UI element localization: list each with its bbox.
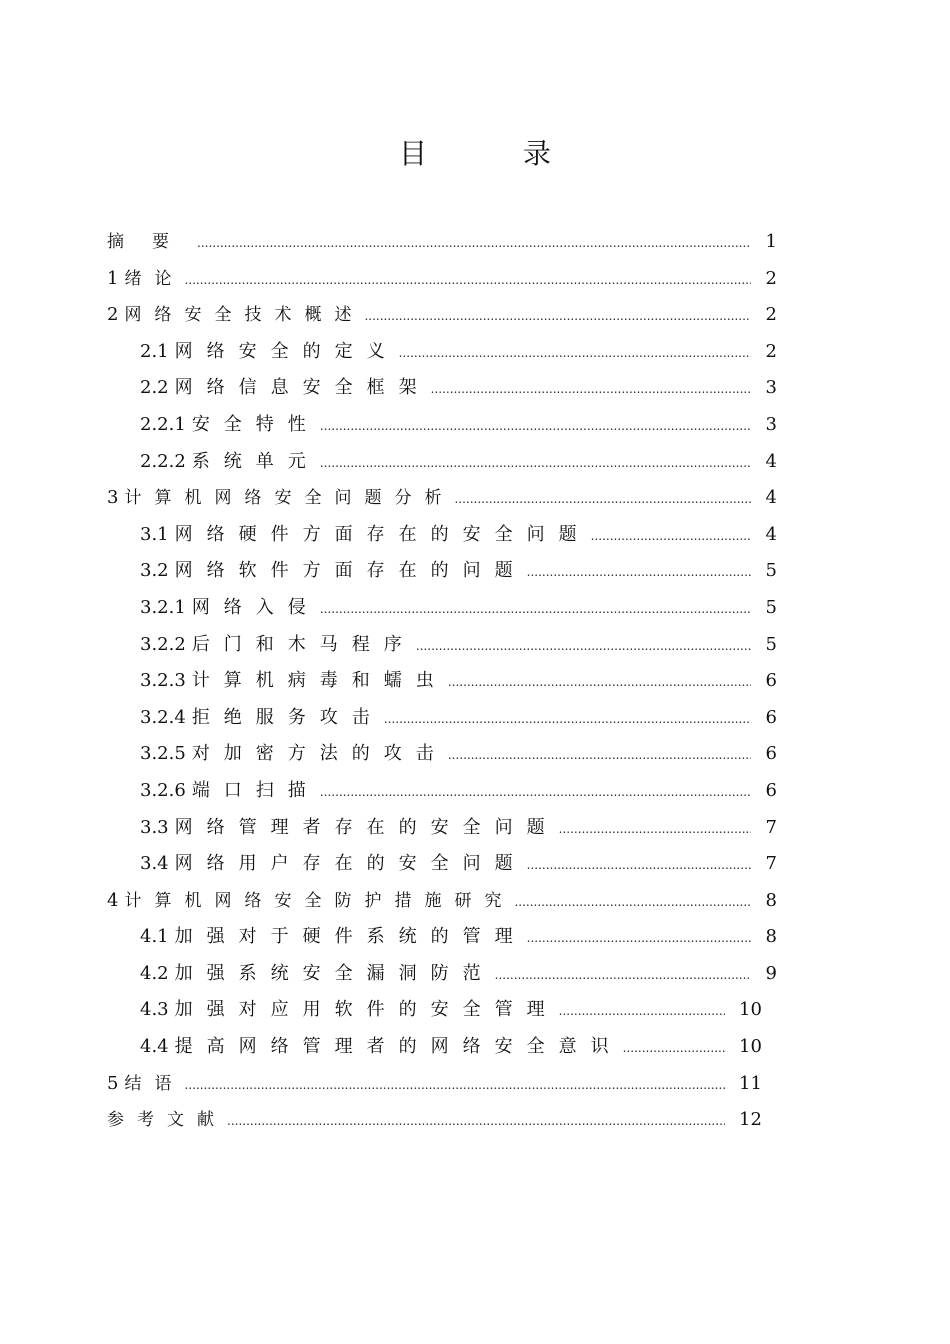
toc-entry bbox=[107, 736, 777, 773]
toc-entry-title: 系统单元 bbox=[191, 450, 320, 472]
toc-leader-dots bbox=[591, 518, 751, 555]
toc-entry-number: 4.4 bbox=[140, 1036, 169, 1058]
toc-entry-title: 加强对应用软件的安全管理 bbox=[174, 999, 559, 1021]
toc-entry bbox=[107, 261, 777, 298]
toc-entry-number: 5 bbox=[107, 1072, 119, 1094]
toc-entry-page: 3 bbox=[765, 413, 777, 435]
toc-entry-number: 3.1 bbox=[140, 523, 169, 545]
toc-entry bbox=[107, 956, 777, 993]
toc-entry bbox=[107, 517, 777, 554]
toc-entry-number: 3.2.5 bbox=[140, 743, 186, 765]
toc-leader-dots bbox=[431, 371, 751, 408]
toc-leader-dots bbox=[184, 1067, 725, 1104]
toc-entry-title: 加强系统安全漏洞防范 bbox=[174, 962, 495, 984]
toc-entry-number: 4.2 bbox=[140, 962, 169, 984]
toc-entry-number: 4.1 bbox=[140, 926, 169, 948]
toc-entry-page: 6 bbox=[765, 779, 777, 801]
toc-leader-dots bbox=[227, 1103, 725, 1140]
toc-leader-dots bbox=[527, 847, 751, 884]
toc-leader-dots bbox=[320, 408, 751, 445]
toc-entry-title: 对加密方法的攻击 bbox=[191, 743, 448, 765]
toc-entry bbox=[107, 627, 777, 664]
toc-entry-page: 5 bbox=[765, 560, 777, 582]
toc-entry-page: 11 bbox=[739, 1072, 762, 1094]
toc-entry-title: 网络信息安全框架 bbox=[174, 377, 431, 399]
toc-leader-dots bbox=[527, 920, 751, 957]
toc-entry-title: 后门和木马程序 bbox=[191, 633, 416, 655]
toc-entry-page: 7 bbox=[765, 816, 777, 838]
toc-entry bbox=[107, 224, 777, 261]
toc-leader-dots bbox=[399, 335, 751, 372]
toc-entry-number: 2.2 bbox=[140, 377, 169, 399]
toc-entry-number: 2.1 bbox=[140, 340, 169, 362]
toc-entry bbox=[107, 773, 777, 810]
toc-entry-title: 网络安全的定义 bbox=[174, 340, 399, 362]
toc-entry bbox=[107, 846, 777, 883]
toc-entry bbox=[107, 444, 777, 481]
toc-leader-dots bbox=[364, 298, 751, 335]
toc-leader-dots bbox=[320, 445, 751, 482]
toc-entry-page: 4 bbox=[765, 523, 777, 545]
toc-entry-title: 网络入侵 bbox=[191, 596, 320, 618]
toc-entry-number: 3 bbox=[107, 487, 119, 509]
toc-entry-number: 2.2.1 bbox=[140, 413, 186, 435]
toc-entry-title: 参考文献 bbox=[107, 1110, 227, 1131]
toc-entry-page: 6 bbox=[765, 706, 777, 728]
toc-entry bbox=[107, 590, 777, 627]
toc-entry-title: 网络管理者存在的安全问题 bbox=[174, 816, 559, 838]
toc-entry-title: 提高网络管理者的网络安全意识 bbox=[174, 1036, 623, 1058]
toc-entry-page: 6 bbox=[765, 670, 777, 692]
toc-leader-dots bbox=[495, 957, 751, 994]
toc-entry-title: 端口扫描 bbox=[191, 779, 320, 801]
toc-entry-page: 2 bbox=[765, 267, 777, 289]
toc-leader-dots bbox=[416, 628, 751, 665]
toc-leader-dots bbox=[623, 1030, 725, 1067]
toc-entry-title: 网络软件方面存在的问题 bbox=[174, 560, 527, 582]
toc-entry-page: 2 bbox=[765, 304, 777, 326]
toc-entry bbox=[107, 663, 777, 700]
toc-entry-number: 3.2 bbox=[140, 560, 169, 582]
toc-entry-title: 绪论 bbox=[124, 268, 185, 289]
toc-entry-title: 安全特性 bbox=[191, 413, 320, 435]
toc-entry-title: 拒绝服务攻击 bbox=[191, 706, 384, 728]
toc-entry-title: 加强对于硬件系统的管理 bbox=[174, 926, 527, 948]
toc-leader-dots bbox=[320, 774, 751, 811]
toc-entry-page: 5 bbox=[765, 633, 777, 655]
toc-leader-dots bbox=[197, 225, 751, 262]
toc-entry bbox=[107, 1029, 777, 1066]
toc-entry-title: 结语 bbox=[124, 1073, 185, 1094]
toc-leader-dots bbox=[448, 664, 751, 701]
toc-entry-number: 4.3 bbox=[140, 999, 169, 1021]
toc-entry-title: 计算机病毒和蠕虫 bbox=[191, 670, 448, 692]
toc-entry-page: 3 bbox=[765, 377, 777, 399]
toc-entry-number: 3.3 bbox=[140, 816, 169, 838]
table-of-contents bbox=[107, 224, 777, 1139]
toc-entry-title: 摘要 bbox=[107, 232, 197, 252]
toc-entry bbox=[107, 407, 777, 444]
toc-entry-number: 2.2.2 bbox=[140, 450, 186, 472]
toc-leader-dots bbox=[384, 701, 751, 738]
toc-entry-page: 9 bbox=[765, 962, 777, 984]
toc-entry-title: 计算机网络安全防护措施研究 bbox=[124, 890, 515, 911]
toc-entry bbox=[107, 700, 777, 737]
toc-entry-page: 10 bbox=[739, 1036, 762, 1058]
toc-entry-number: 3.2.3 bbox=[140, 670, 186, 692]
toc-entry-page: 2 bbox=[765, 340, 777, 362]
toc-leader-dots bbox=[527, 554, 751, 591]
toc-leader-dots bbox=[559, 993, 725, 1030]
toc-leader-dots bbox=[514, 884, 751, 921]
toc-entry-number: 2 bbox=[107, 304, 119, 326]
toc-entry-page: 10 bbox=[739, 999, 762, 1021]
toc-entry-number: 3.2.6 bbox=[140, 779, 186, 801]
toc-entry-number: 4 bbox=[107, 889, 119, 911]
toc-entry bbox=[107, 992, 777, 1029]
page-title: 目 录 bbox=[398, 137, 585, 170]
toc-entry-title: 计算机网络安全问题分析 bbox=[124, 488, 455, 509]
toc-entry-number: 3.4 bbox=[140, 853, 169, 875]
toc-entry-page: 1 bbox=[765, 231, 777, 252]
toc-entry-number: 1 bbox=[107, 267, 119, 289]
toc-entry-page: 12 bbox=[739, 1109, 762, 1131]
toc-entry bbox=[107, 883, 777, 920]
toc-entry bbox=[107, 553, 777, 590]
toc-entry-page: 7 bbox=[765, 853, 777, 875]
toc-entry bbox=[107, 810, 777, 847]
toc-entry-page: 8 bbox=[765, 926, 777, 948]
toc-leader-dots bbox=[559, 811, 751, 848]
toc-entry-title: 网络安全技术概述 bbox=[124, 305, 365, 326]
toc-entry-page: 4 bbox=[765, 450, 777, 472]
toc-entry bbox=[107, 1066, 777, 1103]
toc-entry bbox=[107, 480, 777, 517]
toc-entry-page: 6 bbox=[765, 743, 777, 765]
toc-leader-dots bbox=[320, 591, 751, 628]
toc-entry-number: 3.2.2 bbox=[140, 633, 186, 655]
toc-leader-dots bbox=[448, 737, 751, 774]
toc-entry bbox=[107, 370, 777, 407]
toc-entry-number: 3.2.1 bbox=[140, 596, 186, 618]
toc-leader-dots bbox=[184, 262, 751, 299]
toc-leader-dots bbox=[454, 481, 751, 518]
toc-entry-title: 网络硬件方面存在的安全问题 bbox=[174, 523, 591, 545]
toc-entry bbox=[107, 297, 777, 334]
toc-entry-page: 8 bbox=[765, 889, 777, 911]
toc-entry bbox=[107, 1102, 777, 1139]
toc-entry-number: 3.2.4 bbox=[140, 706, 186, 728]
toc-entry-page: 4 bbox=[765, 487, 777, 509]
toc-entry bbox=[107, 919, 777, 956]
toc-entry-page: 5 bbox=[765, 596, 777, 618]
toc-entry bbox=[107, 334, 777, 371]
toc-entry-title: 网络用户存在的安全问题 bbox=[174, 853, 527, 875]
